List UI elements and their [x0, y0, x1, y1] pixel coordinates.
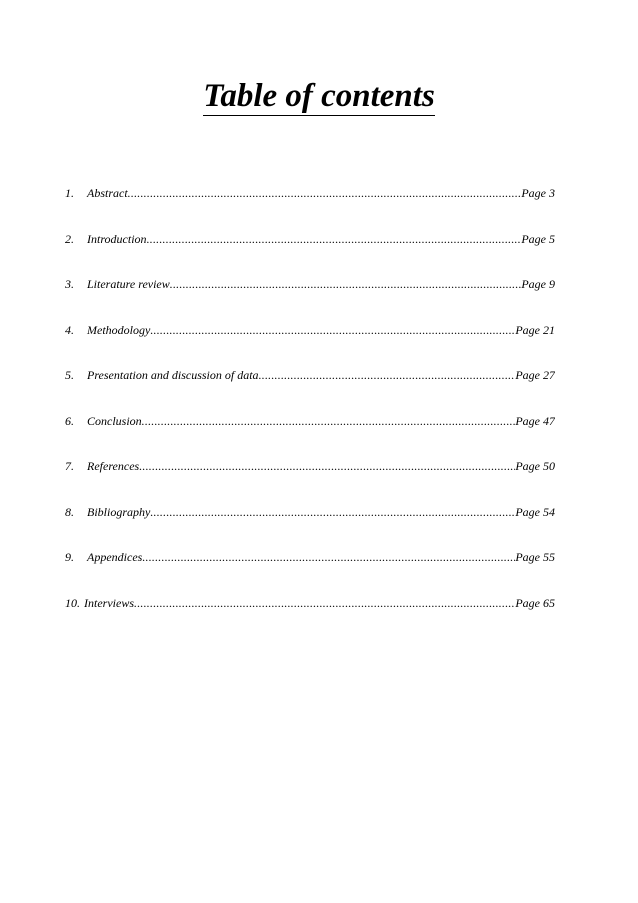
toc-entry-number: 10. — [65, 595, 80, 610]
toc-entry-page: Page 27 — [515, 368, 555, 382]
toc-entry-methodology — [65, 323, 555, 369]
toc-leader-dots — [134, 596, 515, 611]
toc-entry-number: 6. — [65, 413, 74, 428]
toc-entry-appendices — [65, 550, 555, 596]
toc-entry-number: 7. — [65, 459, 74, 473]
toc-leader-dots — [128, 186, 522, 201]
toc-entry-page: Page 50 — [515, 459, 555, 473]
toc-leader-dots — [259, 368, 516, 383]
toc-entry-presentation — [65, 368, 555, 414]
toc-entry-label: Appendices — [87, 550, 143, 564]
toc-entry-page: Page 47 — [515, 413, 555, 428]
toc-entry-literature-review — [65, 277, 555, 323]
page-title — [0, 76, 638, 116]
toc-leader-dots — [150, 323, 515, 338]
toc-entry-number: 3. — [65, 277, 74, 291]
toc-entry-label: Presentation and discussion of data — [87, 368, 259, 382]
toc-entry-page: Page 21 — [515, 322, 555, 337]
table-of-contents — [65, 186, 555, 641]
toc-entry-number: 5. — [65, 368, 74, 382]
toc-leader-dots — [147, 232, 522, 247]
toc-leader-dots — [142, 414, 516, 429]
toc-entry-label: Bibliography — [87, 504, 151, 519]
toc-entry-label: Introduction — [87, 231, 147, 246]
toc-entry-label: Methodology — [87, 322, 151, 337]
toc-entry-number: 4. — [65, 322, 74, 337]
toc-entry-label: Conclusion — [87, 413, 142, 428]
toc-entry-page: Page 3 — [521, 186, 555, 200]
toc-entry-number: 9. — [65, 550, 74, 564]
toc-entry-page: Page 54 — [515, 504, 555, 519]
toc-entry-page: Page 55 — [515, 550, 555, 564]
toc-entry-number: 2. — [65, 231, 74, 246]
toc-leader-dots — [150, 505, 515, 520]
toc-entry-number: 8. — [65, 504, 74, 519]
toc-entry-page: Page 9 — [521, 277, 555, 291]
toc-leader-dots — [139, 459, 515, 474]
toc-entry-references — [65, 459, 555, 505]
toc-entry-label: Literature review — [87, 277, 170, 291]
toc-entry-label: Abstract — [87, 186, 128, 200]
toc-entry-page: Page 65 — [515, 595, 555, 610]
page-title-text: Table of contents — [203, 78, 435, 114]
toc-entry-introduction — [65, 232, 555, 278]
toc-entry-abstract — [65, 186, 555, 232]
toc-leader-dots — [170, 277, 522, 292]
toc-entry-bibliography — [65, 505, 555, 551]
toc-entry-conclusion — [65, 414, 555, 460]
toc-entry-interviews — [65, 596, 555, 642]
toc-entry-label: References — [87, 459, 140, 473]
toc-entry-number: 1. — [65, 186, 74, 200]
toc-entry-label: Interviews — [84, 595, 134, 610]
toc-entry-page: Page 5 — [521, 231, 555, 246]
toc-leader-dots — [142, 550, 515, 565]
